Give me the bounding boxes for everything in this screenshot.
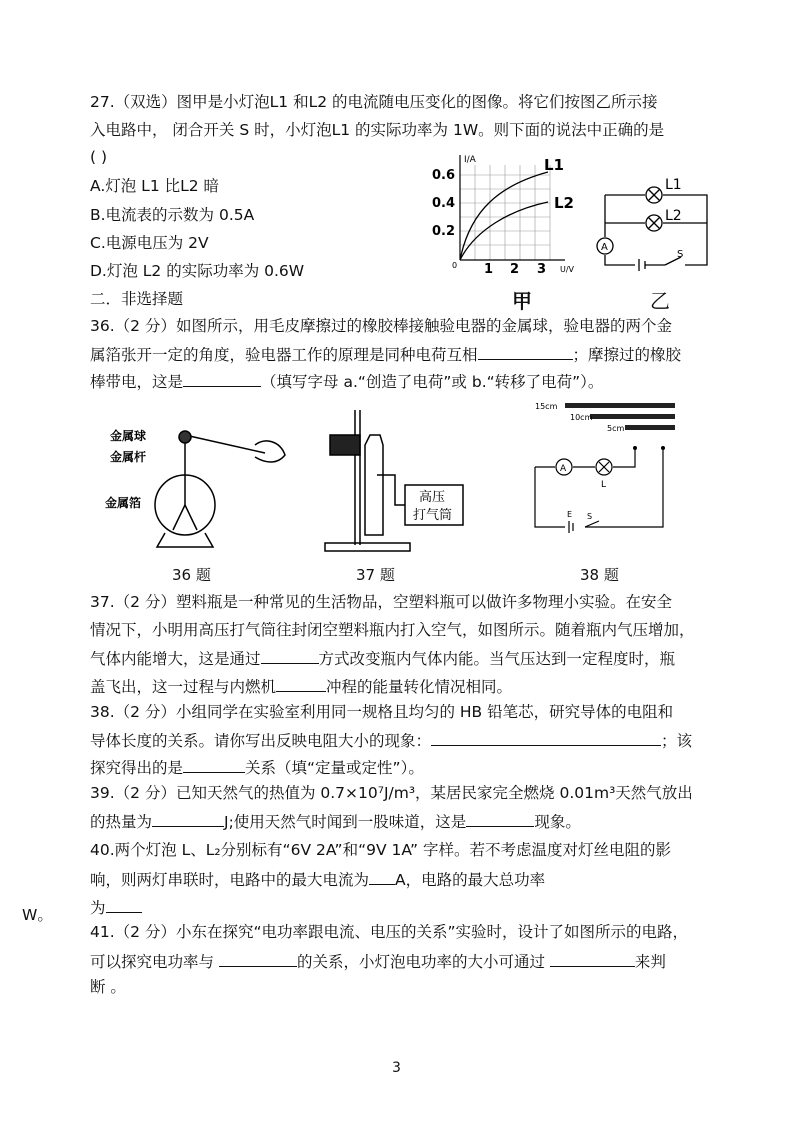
lead-15cm-label: 15cm	[535, 402, 558, 411]
q38-line2: 导体长度的关系。请你写出反映电阻大小的现象： ；该	[90, 729, 692, 751]
electroscope-figure	[105, 405, 305, 555]
q41-line2: 可以探究电功率与 的关系，小灯泡电功率的大小可通过 来判	[90, 950, 666, 972]
fig38-caption: 38 题	[580, 566, 619, 584]
q41-line1: 41.（2 分）小东在探究“电功率跟电流、电压的关系”实验时，设计了如图所示的电路，	[90, 923, 689, 941]
pump-label-line1: 高压	[419, 490, 446, 505]
lamp-label: L	[601, 480, 607, 490]
fig36-caption: 36 题	[172, 566, 211, 584]
q39-line2: 的热量为 J;使用天然气时闻到一股味道，这是 现象。	[90, 810, 581, 832]
lead-10cm-label: 10cm	[570, 413, 593, 422]
q38-line1: 38.（2 分）小组同学在实验室利用同一规格且均匀的 HB 铅笔芯，研究导体的电阻和	[90, 703, 674, 721]
answer-blank[interactable]	[550, 950, 635, 967]
q37-line4: 盖飞出，这一过程与内燃机 冲程的能量转化情况相同。	[90, 675, 512, 697]
switch-label: S	[677, 249, 684, 260]
answer-blank[interactable]	[261, 647, 319, 664]
curve-l2-label: L2	[554, 194, 574, 212]
answer-blank[interactable]	[183, 370, 261, 387]
graph-xtick: 1	[484, 262, 494, 277]
ammeter-label: A	[601, 242, 608, 253]
q27-option-d: D.灯泡 L2 的实际功率为 0.6W	[90, 262, 305, 280]
label-ball: 金属球	[110, 429, 147, 443]
q27-line2: 入电路中， 闭合开关 S 时，小灯泡L1 的实际功率为 1W。则下面的说法中正确的是	[90, 121, 665, 139]
q40-line1: 40.两个灯泡 L、L₂分别标有“6V 2A”和“9V 1A” 字样。若不考虑温度对灯丝电阻的影	[90, 841, 671, 859]
pump-figure	[315, 405, 495, 555]
graph-xtick: 2	[510, 262, 520, 277]
label-foil: 金属箔	[105, 496, 142, 510]
graph-ytick: 0.2	[432, 224, 456, 239]
graph-ytick: 0.4	[432, 196, 456, 211]
q40-line2: 响，则两灯串联时，电路中的最大电流为 A，电路的最大总功率	[90, 868, 545, 890]
label-rod: 金属杆	[110, 450, 147, 464]
answer-blank[interactable]	[219, 950, 297, 967]
answer-blank[interactable]	[431, 729, 661, 746]
iu-graph	[430, 150, 600, 290]
answer-blank[interactable]	[183, 756, 245, 773]
q36-line3: 棒带电，这是 （填写字母 a.“创造了电荷”或 b.“转移了电荷”）。	[90, 370, 603, 392]
graph-origin: 0	[452, 261, 458, 270]
answer-blank[interactable]	[106, 896, 142, 913]
lead-5cm-label: 5cm	[607, 424, 625, 433]
fig37-caption: 37 题	[356, 566, 395, 584]
answer-blank[interactable]	[466, 810, 534, 827]
circuit-caption: 乙	[650, 289, 670, 313]
answer-blank[interactable]	[369, 868, 395, 885]
q39-line1: 39.（2 分）已知天然气的热值为 0.7×10⁷J/m³，某居民家完全燃烧 0.01m³天然气放出	[90, 784, 693, 802]
page-number: 3	[392, 1060, 401, 1076]
answer-blank[interactable]	[152, 810, 224, 827]
q27-option-c: C.电源电压为 2V	[90, 234, 209, 252]
q41-line3: 断 。	[90, 978, 126, 996]
q27-line1: 27.（双选）图甲是小灯泡L1 和L2 的电流随电压变化的图像。将它们按图乙所示接	[90, 93, 658, 111]
graph-y-label: I/A	[464, 155, 476, 165]
q37-line2: 情况下，小明用高压打气筒往封闭空塑料瓶内打入空气，如图所示。随着瓶内气压增加，	[90, 621, 695, 639]
q37-line3: 气体内能增大，这是通过 方式改变瓶内气体内能。当气压达到一定程度时，瓶	[90, 647, 675, 669]
circuit-yi	[595, 175, 715, 275]
section-heading: 二．非选择题	[90, 290, 184, 308]
battery-label: E	[567, 510, 573, 519]
lamp-l1-label: L1	[665, 177, 682, 193]
pencil-circuit-figure	[525, 395, 685, 535]
graph-x-label: U/V	[560, 265, 575, 274]
answer-blank[interactable]	[478, 343, 573, 360]
q27-answer-paren: ( )	[90, 148, 108, 166]
graph-xtick: 3	[537, 262, 547, 277]
graph-ytick: 0.6	[432, 168, 456, 183]
q40-unit: W。	[22, 906, 53, 924]
graph-caption: 甲	[512, 289, 532, 313]
q36-line2: 属箔张开一定的角度，验电器工作的原理是同种电荷互相 ；摩擦过的橡胶	[90, 343, 681, 365]
q27-option-b: B.电流表的示数为 0.5A	[90, 206, 255, 224]
lamp-l2-label: L2	[665, 208, 682, 224]
q27-option-a: A.灯泡 L1 比L2 暗	[90, 177, 220, 195]
q40-line3: 为	[90, 896, 142, 918]
curve-l1-label: L1	[544, 156, 564, 174]
q38-line3: 探究得出的是 关系（填“定量或定性”）。	[90, 756, 424, 778]
q36-line1: 36.（2 分）如图所示，用毛皮摩擦过的橡胶棒接触验电器的金属球，验电器的两个金	[90, 317, 672, 335]
pump-label-line2: 打气筒	[413, 508, 453, 523]
answer-blank[interactable]	[276, 675, 326, 692]
switch-label: S	[587, 512, 593, 521]
q37-line1: 37.（2 分）塑料瓶是一种常见的生活物品，空塑料瓶可以做许多物理小实验。在安全	[90, 593, 672, 611]
ammeter-label: A	[560, 464, 567, 474]
